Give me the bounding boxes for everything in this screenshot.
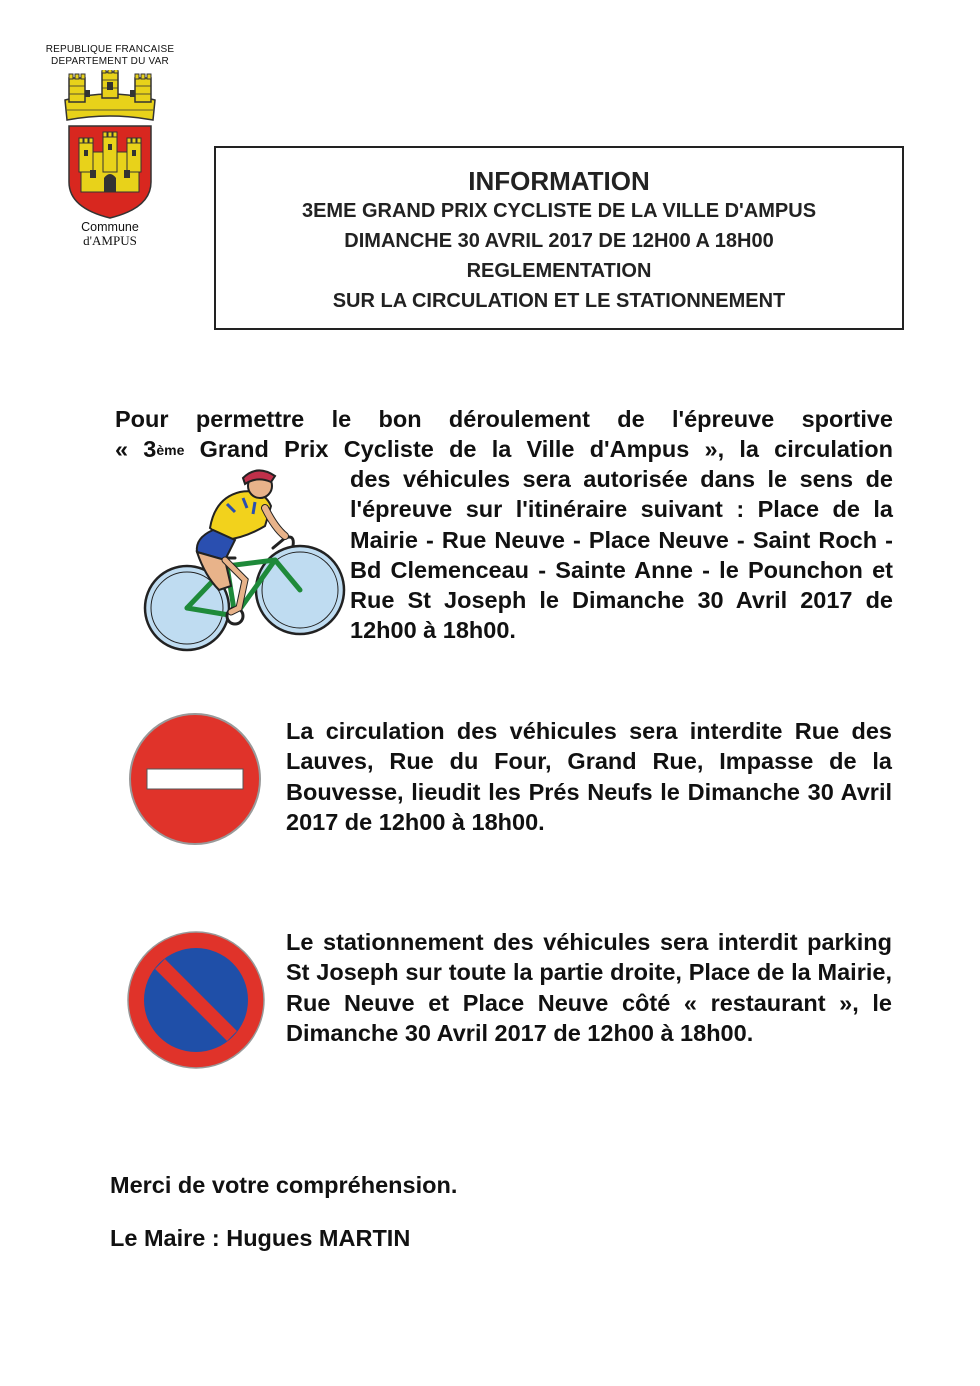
mayor-signature-line: Le Maire : Hugues MARTIN bbox=[110, 1225, 411, 1251]
paragraph-2: La circulation des véhicules sera interdite Rue des Lauves, Rue du Four, Grand Rue, Impasse de la Bouvesse, lieudit les Prés Neufs le Dimanche 30 Avril 2017 de 12h00 à 18h00. bbox=[286, 718, 892, 835]
commune-name: d'AMPUS bbox=[83, 233, 137, 248]
paragraph-1-line-2a: « 3 bbox=[115, 436, 157, 463]
information-box bbox=[214, 146, 904, 330]
cyclist-icon bbox=[135, 468, 350, 668]
commune-caption bbox=[45, 220, 175, 248]
mural-crown bbox=[65, 70, 155, 120]
commune-label: Commune bbox=[81, 220, 139, 234]
republic-text: REPUBLIQUE FRANCAISE bbox=[45, 44, 175, 55]
no-entry-sign-icon bbox=[127, 711, 263, 847]
closing-thanks: Merci de votre compréhension. bbox=[110, 1172, 458, 1198]
coat-of-arms-icon bbox=[55, 70, 165, 220]
department-text: DEPARTEMENT DU VAR bbox=[51, 56, 169, 67]
info-line-regulation: REGLEMENTATION bbox=[466, 260, 652, 282]
paragraph-1-line-2 bbox=[115, 434, 893, 464]
ordinal-superscript: ème bbox=[156, 442, 185, 459]
paragraph-1-line-2b: Grand Prix Cycliste de la Ville d'Ampus », la circulation bbox=[184, 436, 894, 463]
paragraph-1-line-1: Pour permettre le bon déroulement de l'épreuve sportive bbox=[115, 406, 893, 432]
paragraph-1-intro bbox=[115, 404, 893, 465]
info-line-event: 3EME GRAND PRIX CYCLISTE DE LA VILLE D'AMPUS bbox=[301, 200, 817, 222]
info-line-subject: SUR LA CIRCULATION ET LE STATIONNEMENT bbox=[332, 290, 786, 312]
paragraph-1-body: des véhicules sera autorisée dans le sens de l'épreuve sur l'itinéraire suivant : Place de la Mairie - Rue Neuve - Place Neuve - Saint Roch - Bd Clemenceau - Sainte Anne - le Pounchon et Rue St Joseph le Dimanche 30 Avril 2017 de 12h00 à 18h00. bbox=[350, 466, 893, 644]
emblem-header-text bbox=[30, 44, 190, 68]
info-line-date: DIMANCHE 30 AVRIL 2017 DE 12H00 A 18H00 bbox=[344, 230, 774, 252]
info-title: INFORMATION bbox=[468, 166, 650, 196]
paragraph-3: Le stationnement des véhicules sera interdit parking St Joseph sur toute la partie droite, Place de la Mairie, Rue Neuve et Place Neuve côté « restaurant », le Dimanche 30 Avril 2017 de 12h00 à 18h00. bbox=[286, 929, 892, 1046]
no-parking-sign-icon bbox=[126, 930, 266, 1070]
